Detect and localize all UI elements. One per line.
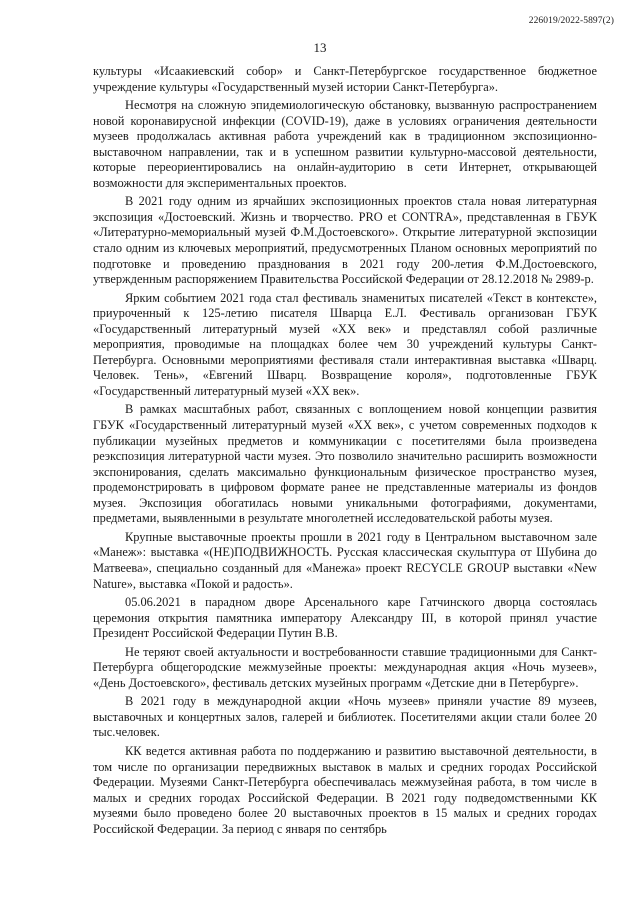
document-body	[93, 64, 597, 840]
document-number: 226019/2022-5897(2)	[528, 16, 614, 26]
paragraph: КК ведется активная работа по поддержанию и развитию выставочной деятельности, в том числе по организации передвижных выставок в малых и средних городах Российской Федерации. Музеями Санкт-Петербурга обеспечивалась межмузейная работа, в том числе в малых и средних городах Российской Федерации. В 2021 году подведомственными КК музеями было проведено более 20 выставочных проектов в 15 малых и средних городах Российской Федерации. За период с января по сентябрь	[93, 743, 597, 836]
page-number: 13	[313, 40, 327, 55]
paragraph: В 2021 году в международной акции «Ночь музеев» приняли участие 89 музеев, выставочных и концертных залов, галерей и библиотек. Посетителями акции стали более 20 тыс.человек.	[93, 694, 597, 740]
paragraph: 05.06.2021 в парадном дворе Арсенального каре Гатчинского дворца состоялась церемония открытия памятника императору Александру III, в которой принял участие Президент Российской Федерации Путин В.В.	[93, 595, 597, 641]
paragraph: культуры «Исаакиевский собор» и Санкт-Петербургское государственное бюджетное учреждение культуры «Государственный музей истории Санкт-Петербурга».	[93, 64, 597, 94]
paragraph: В рамках масштабных работ, связанных с воплощением новой концепции развития ГБУК «Государственный литературный музей «XX век», с учетом современных подходов к публикации музейных предметов и коммуникации с посетителями была произведена реэкспозиция литературной части музея. Это позволило значительно расширить возможности экспонирования, сделать максимально функциональным физическое пространство музея, продемонстрировать в цифровом формате ранее не представленные материалы из фондов музея. Экспозиция обогатилась новыми уникальными фотографиями, документами, предметами, выявленными в результате многолетней исследовательской работы музея.	[93, 402, 597, 526]
paragraph: В 2021 году одним из ярчайших экспозиционных проектов стала новая литературная экспозиция «Достоевский. Жизнь и творчество. PRO et CONTRA», представленная в ГБУК «Литературно-мемориальный музей Ф.М.Достоевского». Открытие литературной экспозиции стало одним из ключевых мероприятий, предусмотренных Планом основных мероприятий по подготовке и проведению празднования в 2021 году 200-летия Ф.М.Достоевского, утвержденным распоряжением Правительства Российской Федерации от 28.12.2018 № 2989-р.	[93, 194, 597, 287]
paragraph: Несмотря на сложную эпидемиологическую обстановку, вызванную распространением новой коронавирусной инфекции (COVID-19), даже в условиях ограничения деятельности музеев продолжалась активная работа учреждений как в традиционном экспозиционно-выставочном направлении, так и в успешном развитии культурно-массовой деятельности, которые переориентировались на онлайн-аудиторию в сети Интернет, открывающей возможности для экспериментальных проектов.	[93, 98, 597, 190]
paragraph: Крупные выставочные проекты прошли в 2021 году в Центральном выставочном зале «Манеж»: выставка «(НЕ)ПОДВИЖНОСТЬ. Русская классическая скульптура от Шубина до Матвеева», специально созданный для «Манежа» проект RECYCLE GROUP выставки «New Nature», выставка «Покой и радость».	[93, 529, 597, 591]
paragraph: Не теряют своей актуальности и востребованности ставшие традиционными для Санкт-Петербурга общегородские межмузейные проекты: международная акция «Ночь музеев», «День Достоевского», фестиваль детских музейных программ «Детские дни в Петербурге».	[93, 644, 597, 690]
paragraph: Ярким событием 2021 года стал фестиваль знаменитых писателей «Текст в контексте», приуроченный к 125-летию писателя Шварца Е.Л. Фестиваль организован ГБУК «Государственный литературный музей «XX век» и представлял собой различные мероприятия, проводимые на площадках более чем 30 учреждений культуры Санкт-Петербурга. Основными мероприятиями фестиваля стали интерактивная выставка «Шварц. Человек. Тень», «Евгений Шварц. Возвращение короля», подготовленные ГБУК «Государственный литературный музей «XX век».	[93, 290, 597, 398]
